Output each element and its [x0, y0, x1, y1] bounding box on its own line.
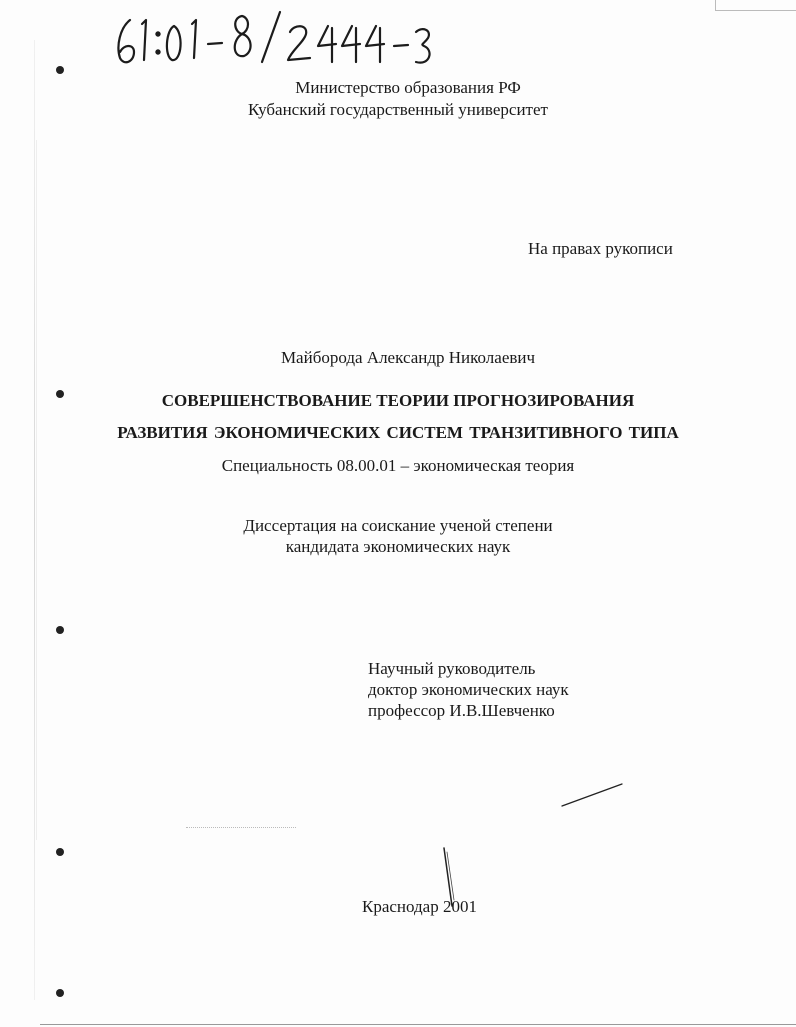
city-year: Краснодар 2001 [362, 897, 477, 916]
scan-bottom-edge [40, 1024, 796, 1025]
speciality-line: Специальность 08.00.01 – экономическая теория [221, 456, 575, 475]
binder-hole-icon [56, 848, 64, 856]
ministry-name: Министерство образования РФ [295, 78, 521, 97]
university-name: Кубанский государственный университет [248, 100, 548, 119]
binder-hole-icon [56, 66, 64, 74]
supervisor-block [368, 658, 569, 721]
handwritten-archive-code [112, 6, 452, 68]
supervisor-role: Научный руководитель [368, 659, 536, 678]
thesis-title-line-2: РАЗВИТИЯ ЭКОНОМИЧЕСКИХ СИСТЕМ ТРАНЗИТИВНОГО ТИПА [117, 423, 679, 442]
thesis-title-line-1: СОВЕРШЕНСТВОВАНИЕ ТЕОРИИ ПРОГНОЗИРОВАНИЯ [161, 391, 635, 410]
rights-note: На правах рукописи [528, 239, 673, 258]
faint-dotted-mark [186, 827, 296, 829]
binder-hole-icon [56, 626, 64, 634]
scan-corner-edge [715, 0, 796, 11]
binder-hole-icon [56, 989, 64, 997]
dissertation-type-line-2: кандидата экономических наук [285, 537, 511, 556]
supervisor-degree: доктор экономических наук [368, 680, 569, 699]
supervisor-name: профессор И.В.Шевченко [368, 701, 555, 720]
dissertation-type-line-1: Диссертация на соискание ученой степени [243, 516, 553, 535]
scan-edge-line-secondary [36, 140, 37, 840]
author-name: Майборода Александр Николаевич [280, 348, 536, 367]
